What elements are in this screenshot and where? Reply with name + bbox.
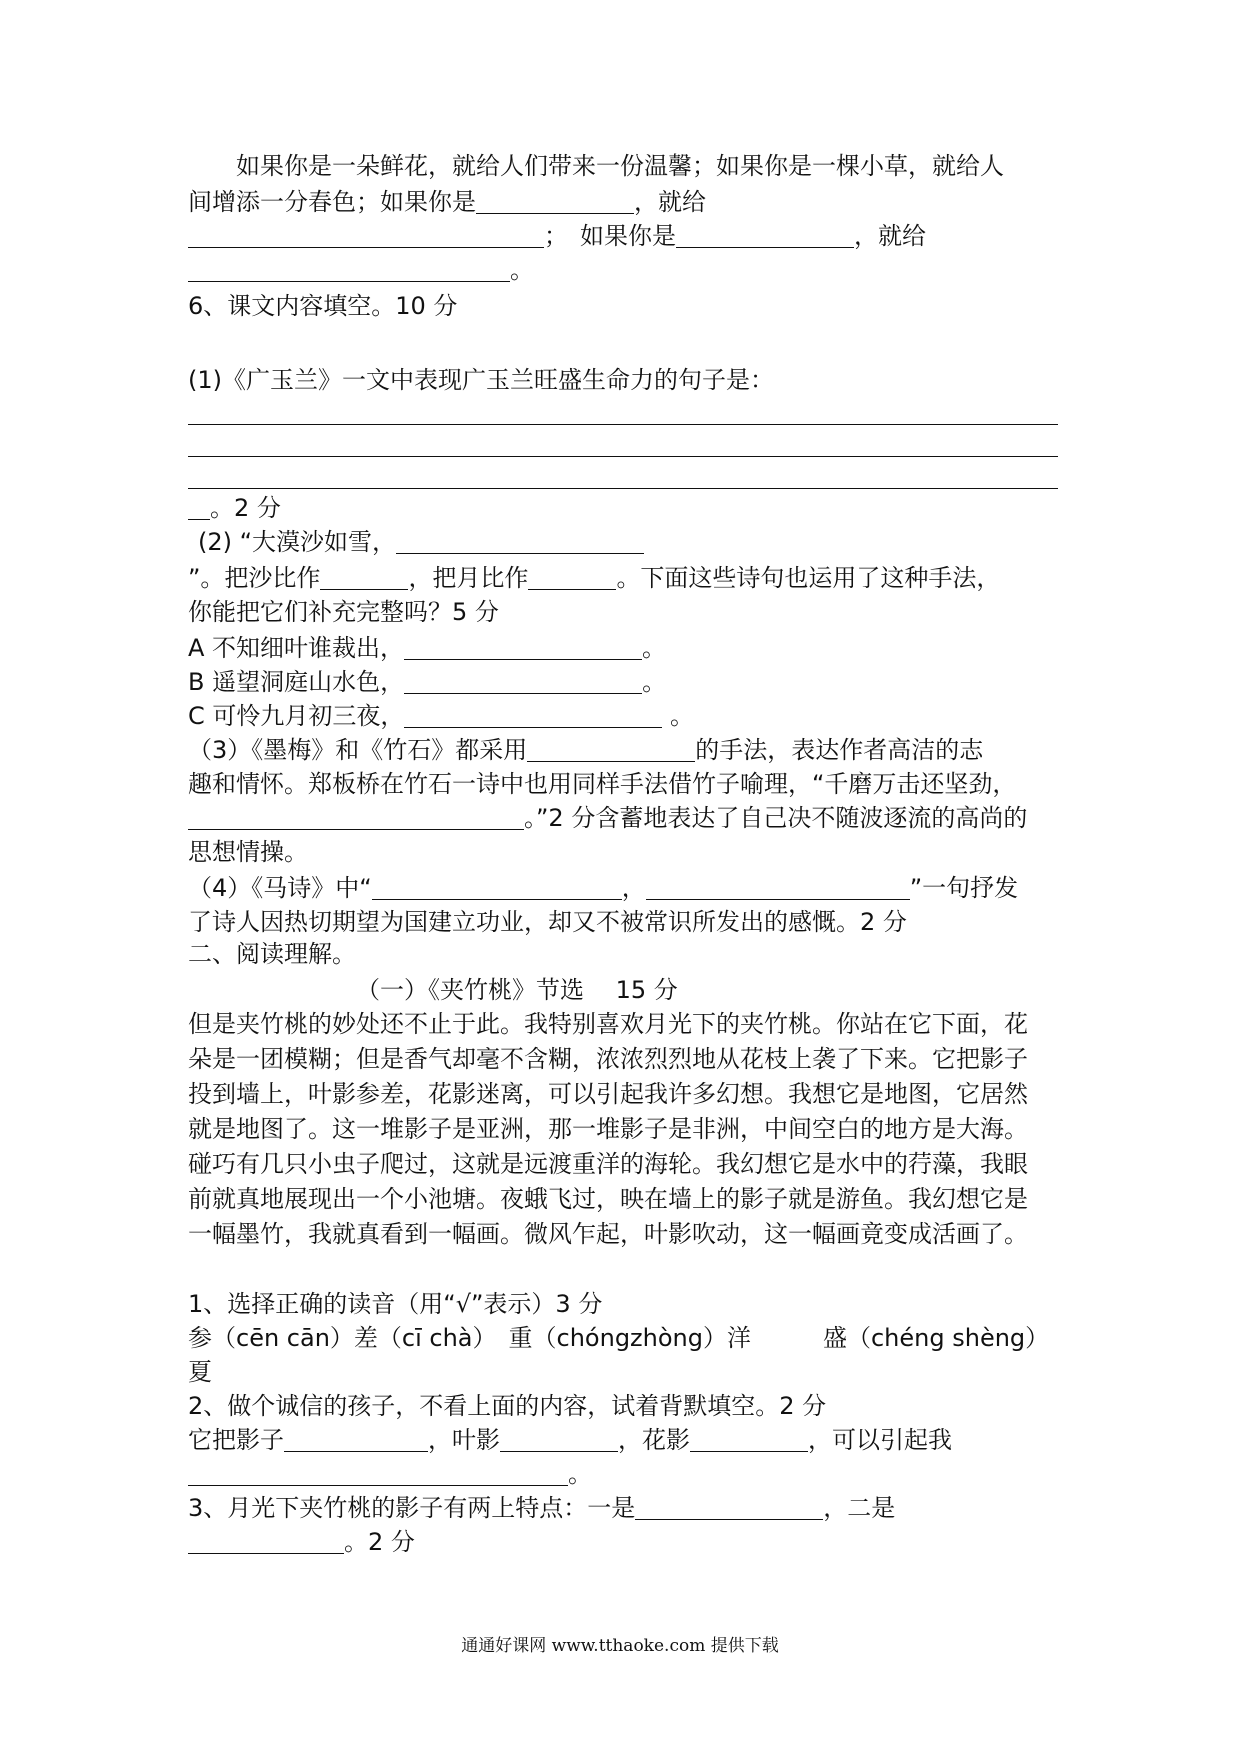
passage-line-7: 一幅墨竹，我就真看到一幅画。微风乍起，叶影吹动，这一幅画竟变成活画了。	[188, 1220, 1028, 1248]
passage-line-2: 朵是一团模糊；但是香气却毫不含糊，浓浓烈烈地从花枝上袭了下来。它把影子	[188, 1045, 1028, 1073]
intro-text: 间增添一分春色；如果你是	[188, 188, 476, 216]
s2-text: ，二是	[823, 1494, 896, 1522]
footer-text: 通通好课网 www.tthaoke.com 提供下载	[461, 1636, 779, 1656]
q6-part1-end	[188, 492, 281, 524]
s2-text: 3、月光下夹竹桃的影子有两上特点：一是	[188, 1494, 636, 1522]
s2-q3-line-1	[188, 1492, 895, 1524]
blank[interactable]	[646, 875, 910, 900]
blank[interactable]	[396, 529, 644, 554]
answer-line[interactable]	[188, 488, 1058, 489]
blank[interactable]	[284, 1427, 428, 1452]
q6-part2-line-3: 你能把它们补充完整吗？5 分	[188, 598, 499, 626]
blank[interactable]	[676, 223, 854, 248]
passage-line-5: 碰巧有几只小虫子爬过，这就是远渡重洋的海轮。我幻想它是水中的荇藻，我眼	[188, 1150, 1028, 1178]
blank[interactable]	[404, 635, 642, 660]
blank[interactable]	[188, 495, 210, 520]
blank[interactable]	[188, 223, 544, 248]
blank[interactable]	[635, 1495, 823, 1520]
s2-q2-line-2	[188, 1458, 592, 1490]
s2-q2-heading: 2、做个诚信的孩子，不看上面的内容，试着背默填空。2 分	[188, 1392, 827, 1420]
q6-part3-line-1	[188, 734, 983, 766]
q6-part3-line-3	[188, 802, 1027, 834]
q6-option-a	[188, 632, 666, 664]
s2-q3-line-2	[188, 1526, 415, 1558]
blank[interactable]	[404, 669, 642, 694]
s2-text: ，叶影	[428, 1426, 500, 1454]
passage-line-6: 前就真地展现出一个小池塘。夜蛾飞过，映在墙上的影子就是游鱼。我幻想它是	[188, 1185, 1028, 1213]
q6-text: 。”2 分含蓄地表达了自己决不随波逐流的高尚的	[524, 804, 1028, 832]
q6-text: ”。把沙比作	[188, 564, 321, 592]
q6-text: 。	[642, 668, 667, 696]
intro-text: ，就给	[634, 188, 706, 216]
blank[interactable]	[188, 257, 510, 282]
intro-line-4	[188, 254, 534, 286]
s2-q1-heading: 1、选择正确的读音（用“√”表示）3 分	[188, 1290, 603, 1318]
intro-text: 如果你是一朵鲜花，就给人们带来一份温馨；如果你是一棵小草，就给人	[236, 152, 1004, 180]
s2-text: 它把影子	[188, 1426, 284, 1454]
s2-q1-options-wrap: 夏	[188, 1358, 212, 1386]
q6-text: ”一句抒发	[909, 874, 1019, 902]
q6-option-b	[188, 666, 666, 698]
answer-line[interactable]	[188, 456, 1058, 457]
blank[interactable]	[527, 737, 695, 762]
q6-text: ，	[621, 874, 646, 902]
s2-text: ，可以引起我	[808, 1426, 952, 1454]
blank[interactable]	[320, 565, 408, 590]
q6-text: 。2 分	[210, 494, 281, 522]
blank[interactable]	[372, 875, 622, 900]
intro-line-1	[236, 150, 1004, 182]
section2-heading: 二、阅读理解。	[188, 940, 356, 968]
s2-q2-line-1	[188, 1424, 952, 1456]
q6-part4-line-2: 了诗人因热切期望为国建立功业，却又不被常识所发出的感慨。2 分	[188, 908, 907, 936]
s2-text: ，花影	[618, 1426, 690, 1454]
s2-text: 。2 分	[344, 1528, 415, 1556]
q6-part3-line-4: 思想情操。	[188, 838, 308, 866]
intro-line-2	[188, 186, 706, 218]
passage-line-1: 但是夹竹桃的妙处还不止于此。我特别喜欢月光下的夹竹桃。你站在它下面，花	[188, 1010, 1028, 1038]
q6-text: C 可怜九月初三夜，	[188, 702, 405, 730]
q6-heading: 6、课文内容填空。10 分	[188, 292, 458, 320]
q6-text: 。下面这些诗句也运用了这种手法，	[616, 564, 1001, 592]
q6-text: （4）《马诗》中“	[188, 874, 372, 902]
blank[interactable]	[690, 1427, 808, 1452]
blank[interactable]	[188, 1461, 568, 1486]
q6-part3-line-2: 趣和情怀。郑板桥在竹石一诗中也用同样手法借竹子喻理，“千磨万击还坚劲，	[188, 770, 1017, 798]
blank[interactable]	[404, 703, 662, 728]
intro-text: ； 如果你是	[544, 222, 676, 250]
q6-part1-prompt: (1)《广玉兰》一文中表现广玉兰旺盛生命力的句子是：	[188, 366, 774, 394]
q6-text: 。	[642, 634, 667, 662]
q6-part4-line-1	[188, 872, 1018, 904]
q6-text: （3）《墨梅》和《竹石》都采用	[188, 736, 528, 764]
blank[interactable]	[188, 1529, 344, 1554]
q6-text: 的手法，表达作者高洁的志	[695, 736, 984, 764]
passage-line-3: 投到墙上，叶影参差，花影迷离，可以引起我许多幻想。我想它是地图，它居然	[188, 1080, 1028, 1108]
blank[interactable]	[476, 189, 634, 214]
blank[interactable]	[500, 1427, 618, 1452]
q6-part2-line-1	[198, 526, 644, 558]
q6-text: 。	[670, 702, 695, 730]
blank[interactable]	[188, 805, 524, 830]
q6-text: B 遥望洞庭山水色，	[188, 668, 405, 696]
q6-part2-line-2	[188, 562, 1000, 594]
intro-text: ，就给	[854, 222, 926, 250]
answer-line[interactable]	[188, 424, 1058, 425]
s2-text: 。	[568, 1460, 592, 1488]
intro-line-3	[188, 220, 926, 252]
passage-line-4: 就是地图了。这一堆影子是亚洲，那一堆影子是非洲，中间空白的地方是大海。	[188, 1115, 1028, 1143]
s2-q1-options: 参（cēn cān）差（cī chà） 重（chóngzhòng）洋 盛（chéng shèng）	[188, 1324, 1050, 1352]
q6-text: ，把月比作	[408, 564, 529, 592]
q6-option-c	[188, 700, 694, 732]
intro-text: 。	[510, 256, 534, 284]
q6-text: A 不知细叶谁裁出，	[188, 634, 405, 662]
q6-text: (2) “大漠沙如雪，	[198, 528, 397, 556]
section2-subheading: （一）《夹竹桃》节选 15 分	[356, 976, 678, 1004]
blank[interactable]	[528, 565, 616, 590]
